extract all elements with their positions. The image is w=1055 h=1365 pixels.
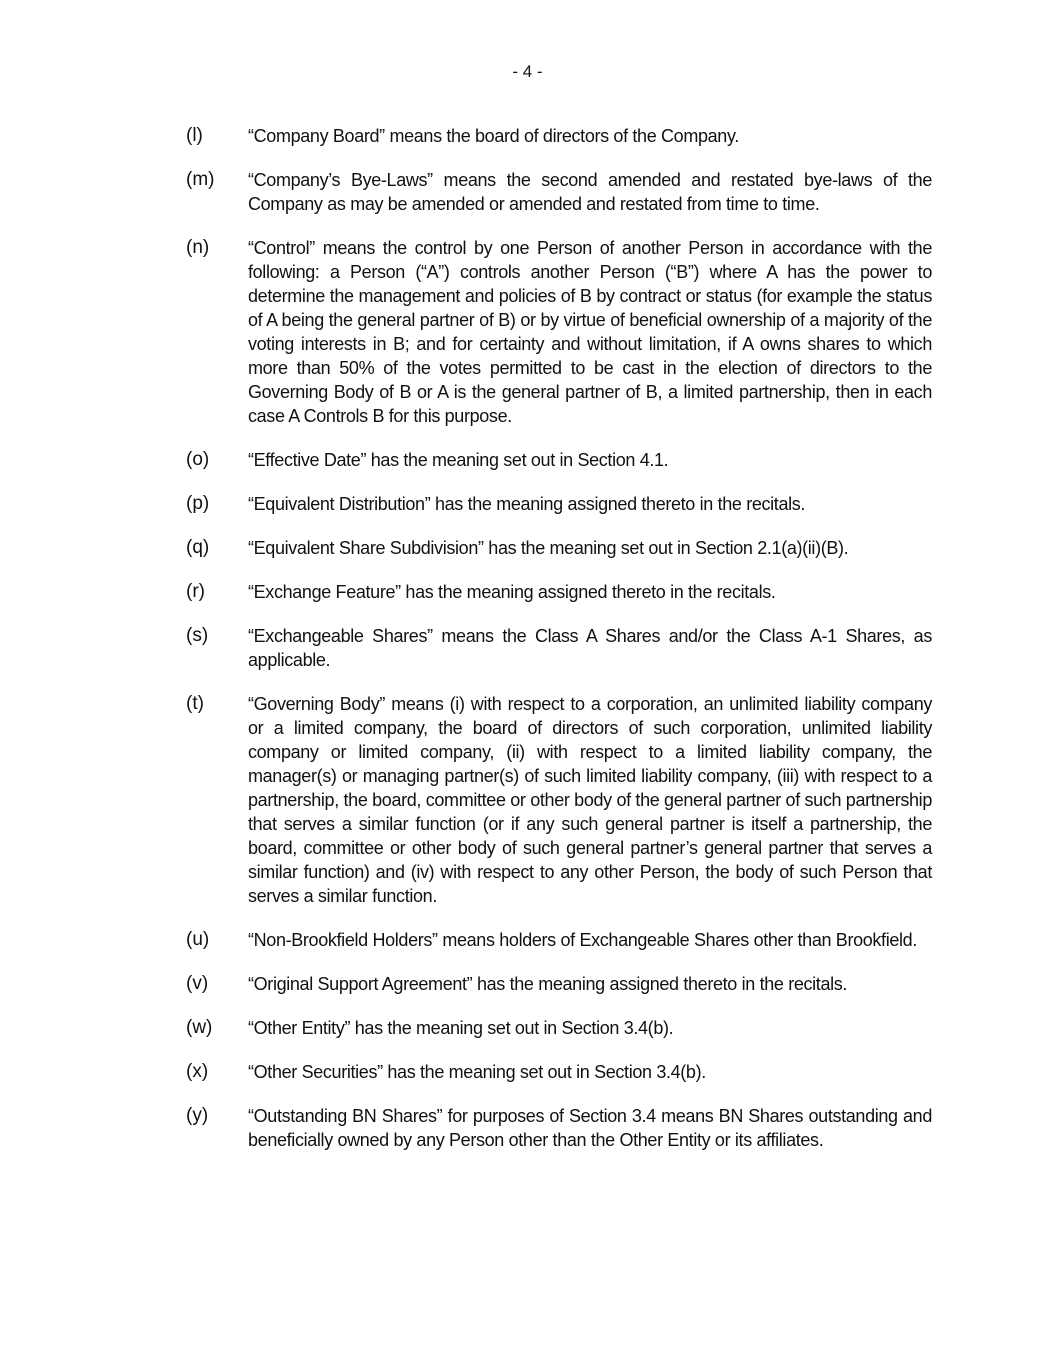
definition-text: “Non-Brookfield Holders” means holders of Exchangeable Shares other than Brookfield. [248,930,917,950]
definition-label: (x) [186,1061,209,1082]
definition-item-u [186,928,932,952]
definition-item-t [186,692,932,908]
definition-item-x [186,1060,932,1084]
page-number: - 4 - [512,62,543,81]
definition-item-m [186,168,932,216]
definition-label: (o) [186,449,210,470]
definition-text: “Equivalent Distribution” has the meaning assigned thereto in the recitals. [248,494,806,514]
definition-text: “Effective Date” has the meaning set out in Section 4.1. [248,450,669,470]
definition-text: “Company’s Bye-Laws” means the second amended and restated bye-laws of the Company as may be amended or amended and restated from time to time. [248,170,932,214]
definition-label: (y) [186,1105,209,1126]
definition-item-l [186,124,932,148]
definition-label: (n) [186,237,210,258]
definition-text: “Other Entity” has the meaning set out in Section 3.4(b). [248,1018,674,1038]
definition-item-w [186,1016,932,1040]
definition-item-r [186,580,932,604]
definition-item-n [186,236,932,428]
definition-text: “Outstanding BN Shares” for purposes of Section 3.4 means BN Shares outstanding and beneficially owned by any Person other than the Other Entity or its affiliates. [248,1106,932,1150]
definition-label: (u) [186,929,210,950]
definition-label: (r) [186,581,205,602]
definition-text: “Company Board” means the board of directors of the Company. [248,126,739,146]
definition-label: (t) [186,693,204,714]
definition-item-o [186,448,932,472]
definition-text: “Original Support Agreement” has the meaning assigned thereto in the recitals. [248,974,848,994]
definition-text: “Exchange Feature” has the meaning assigned thereto in the recitals. [248,582,776,602]
definition-item-q [186,536,932,560]
definition-label: (w) [186,1017,213,1038]
definition-label: (l) [186,125,203,146]
definition-label: (s) [186,625,209,646]
definition-text: “Control” means the control by one Person of another Person in accordance with the following: a Person (“A”) controls another Person (“B”) where A has the power to determine the management and policies of B by contract or status (for example the status of A being the general partner of B) or by virtue of beneficial ownership of a majority of the voting interests in B; and for certainty and without limitation, if A owns shares to which more than 50% of the votes permitted to be cast in the election of directors to the Governing Body of B or A is the general partner of B, a limited partnership, then in each case A Controls B for this purpose. [248,238,932,426]
definition-item-v [186,972,932,996]
definition-label: (q) [186,537,210,558]
definition-text: “Exchangeable Shares” means the Class A Shares and/or the Class A-1 Shares, as applicable. [248,626,932,670]
definition-item-y [186,1104,932,1152]
definitions-list [186,124,932,1172]
definition-text: “Other Securities” has the meaning set out in Section 3.4(b). [248,1062,706,1082]
definition-item-s [186,624,932,672]
definition-label: (m) [186,169,215,190]
definition-text: “Equivalent Share Subdivision” has the meaning set out in Section 2.1(a)(ii)(B). [248,538,849,558]
definition-label: (p) [186,493,210,514]
definition-label: (v) [186,973,209,994]
definition-text: “Governing Body” means (i) with respect to a corporation, an unlimited liability company or a limited company, the board of directors of such corporation, unlimited liability company or limited company, (ii) with respect to a limited liability company, the manager(s) or managing partner(s) of such limited liability company, (iii) with respect to a partnership, the board, committee or other body of the general partner of such partnership that serves a similar function (or if any such general partner is itself a partnership, the board, committee or other body of such general partner’s general partner that serves a similar function) and (iv) with respect to any other Person, the body of such Person that serves a similar function. [248,694,932,906]
definition-item-p [186,492,932,516]
